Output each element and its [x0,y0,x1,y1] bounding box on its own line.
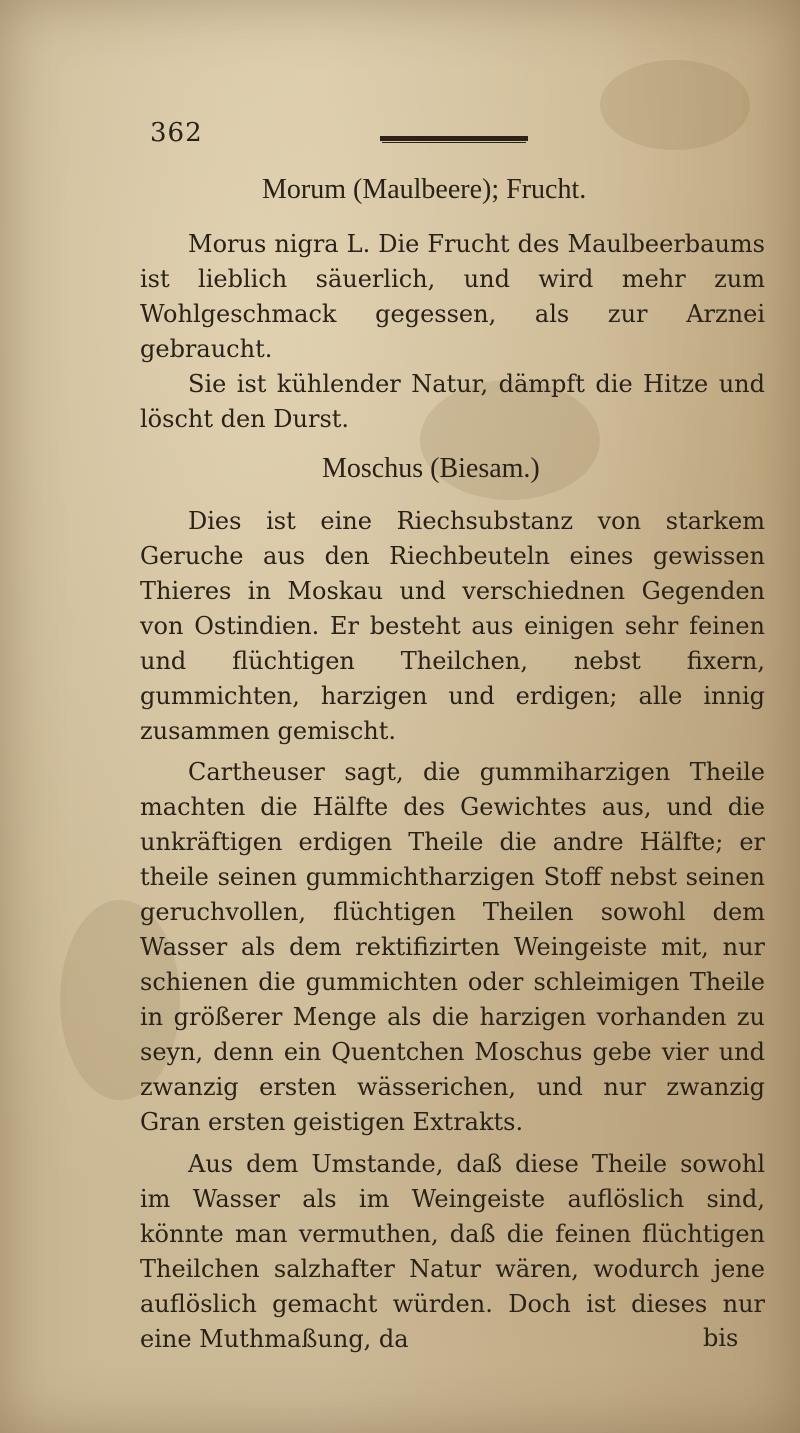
entry-moschus-cartheuser [140,755,765,1140]
paragraph: Dies ist eine Riechsubstanz von starkem Geruche aus den Riechbeuteln eines gewissen Thieres in Moskau und verschiednen Gegenden von Ostindien. Er besteht aus einigen sehr feinen und flüchtigen Theilchen, nebst fixern, gummichten, harzigen und erdigen; alle innig zusammen gemischt. [140,507,765,745]
catchword: bis [703,1324,739,1352]
entry-morum [140,227,765,437]
page-number: 362 [150,118,203,148]
page-header [150,118,530,154]
entry-heading-moschus: Moschus (Biesam.) [322,453,540,484]
paragraph: Cartheuser sagt, die gummiharzigen Theile machten die Hälfte des Gewichtes aus, und die unkräftigen erdigen Theile die andre Hälfte; er theile seinen gummichtharzigen Stoff nebst seinen geruchvollen, flüchtigen Theilen sowohl dem Wasser als dem rektifizirten Weingeiste mit, nur schienen die gummichten oder schleimigen Theile in größerer Menge als die harzigen vorhanden zu seyn, denn ein Quentchen Moschus gebe vier und zwanzig ersten wässerichen, und nur zwanzig Gran ersten geistigen Extrakts. [140,758,765,1136]
paper-stain [600,60,750,150]
paragraph: Morus nigra L. Die Frucht des Maulbeerbaums ist lieblich säuerlich, und wird mehr zum Wohlgeschmack gegessen, als zur Arznei gebraucht. [140,230,765,363]
entry-heading-morum: Morum (Maulbeere); Frucht. [262,174,587,205]
paragraph: Aus dem Umstande, daß diese Theile sowohl im Wasser als im Weingeiste auflöslich sind, könnte man vermuthen, daß die feinen flüchtigen Theilchen salzhafter Natur wären, wodurch jene auflöslich gemacht würden. Doch ist dieses nur eine Muthmaßung, da [140,1150,765,1353]
header-rule [380,136,528,141]
paragraph: Sie ist kühlender Natur, dämpft die Hitze und löscht den Durst. [140,370,765,433]
entry-moschus-conclusion [140,1147,765,1357]
entry-moschus-intro [140,504,765,749]
